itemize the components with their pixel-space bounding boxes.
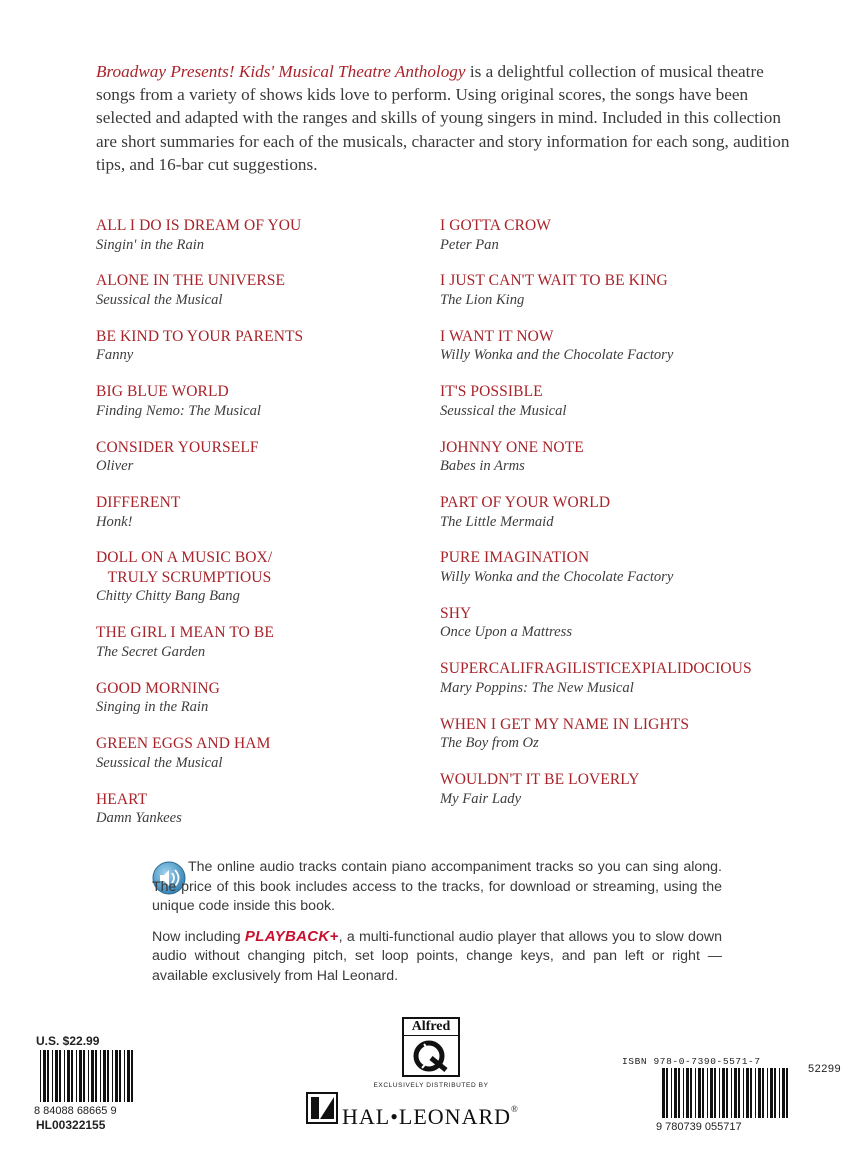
song-show: Babes in Arms [440,458,525,475]
song-show: Willy Wonka and the Chocolate Factory [440,568,674,585]
barcode-bar [59,1050,61,1102]
barcode-bar [746,1068,749,1118]
song-entry [96,216,436,255]
song-show: The Boy from Oz [440,735,539,752]
song-show: Oliver [96,458,134,475]
song-title: SUPERCALIFRAGILISTICEXPIALIDOCIOUS [440,660,752,678]
hal-leonard-name [342,1104,519,1130]
song-entry [96,734,436,773]
intro-paragraph [96,60,796,176]
barcode-bar [722,1068,725,1118]
barcode-bar [40,1050,41,1102]
isbn-label: ISBN 978-0-7390-5571-7 [622,1056,761,1067]
item-code: HL00322155 [36,1118,106,1132]
song-show: Singin' in the Rain [96,236,205,253]
barcode-bar [95,1050,97,1102]
song-title: SHY [440,604,472,622]
song-title: IT'S POSSIBLE [440,383,543,401]
song-entry [96,271,436,310]
song-entry [440,770,780,809]
song-show: Fanny [96,347,134,364]
playback-description [152,927,722,987]
song-entry [440,659,780,698]
barcode-bar [662,1068,665,1118]
barcode-bar [707,1068,708,1118]
song-show: The Little Mermaid [440,513,554,530]
barcode-bar [734,1068,737,1118]
song-entry [440,438,780,477]
song-show: Once Upon a Mattress [440,624,572,641]
song-show: Honk! [96,513,133,530]
song-title: JOHNNY ONE NOTE [440,438,584,456]
barcode-bar [702,1068,704,1118]
song-show: Finding Nemo: The Musical [96,402,261,419]
song-show: Chitty Chitty Bang Bang [96,588,240,605]
song-show: Peter Pan [440,236,499,253]
barcode-bar [83,1050,85,1102]
song-show: The Secret Garden [96,643,206,660]
song-title: BE KIND TO YOUR PARENTS [96,327,304,345]
barcode-digits: 9 780739 055717 [656,1121,742,1132]
audio-info [152,858,722,987]
barcode-bar [779,1068,780,1118]
song-list [96,216,796,836]
song-title: ALONE IN THE UNIVERSE [96,272,286,290]
barcode-bar [67,1050,70,1102]
barcode-bar [666,1068,668,1118]
barcode-bar [714,1068,716,1118]
song-entry [440,715,780,754]
song-entry [96,382,436,421]
barcode-bar [88,1050,89,1102]
song-entry [440,327,780,366]
song-title: DIFFERENT [96,494,181,511]
song-entry [96,790,436,829]
alfred-logo-name: Alfred [404,1019,458,1036]
playback-prefix: Now including [152,928,245,945]
barcode-bar [695,1068,696,1118]
playback-suffix: , a multi-functional audio player that allows you to slow down audio without changing pitch, set loop points, change keys, and pan left or right — available exclusively from Hal Leonard. [152,928,722,984]
song-title: BIG BLUE WORLD [96,383,229,401]
song-title: GREEN EGGS AND HAM [96,735,271,753]
barcode-bar [47,1050,49,1102]
barcode-bar [678,1068,680,1118]
song-entry [96,679,436,718]
song-entry [96,548,436,607]
audio-description: The online audio tracks contain piano accompaniment tracks so you can sing along. The price of this book includes access to the tracks, for download or streaming, using the unique code inside this book. [152,859,722,915]
song-title: DOLL ON A MUSIC BOX/ TRULY SCRUMPTIOUS [96,549,273,586]
barcode-bar [91,1050,94,1102]
song-entry [440,493,780,532]
barcode-bar [119,1050,121,1102]
song-show: Seussical the Musical [440,402,567,419]
song-show: Willy Wonka and the Chocolate Factory [440,347,674,364]
song-title: WHEN I GET MY NAME IN LIGHTS [440,715,690,733]
barcode-bar [55,1050,58,1102]
barcode-bar [770,1068,773,1118]
song-show: Seussical the Musical [96,291,223,308]
song-title: CONSIDER YOURSELF [96,438,259,456]
song-entry [96,438,436,477]
barcode-bar [690,1068,692,1118]
song-show: Mary Poppins: The New Musical [440,679,634,696]
barcode-bar [686,1068,689,1118]
registered-mark: ® [511,1104,519,1114]
song-entry [440,271,780,310]
barcode-bar [719,1068,720,1118]
song-show: Seussical the Musical [96,754,223,771]
isbn-barcode [654,1068,854,1132]
barcode-bar [762,1068,764,1118]
barcode-bar [43,1050,46,1102]
song-entry [96,493,436,532]
song-title: PART OF YOUR WORLD [440,494,611,511]
song-show: My Fair Lady [440,790,522,807]
song-show: The Lion King [440,291,525,308]
barcode-bar [124,1050,125,1102]
song-title: THE GIRL I MEAN TO BE [96,624,274,642]
song-entry [440,216,780,255]
song-title: GOOD MORNING [96,679,220,697]
song-show: Singing in the Rain [96,699,209,716]
barcode-bar [755,1068,756,1118]
song-entry [96,327,436,366]
barcode-bar [743,1068,744,1118]
barcode-bar [131,1050,133,1102]
barcode-bar [107,1050,109,1102]
song-entry [440,604,780,643]
barcode-bar [671,1068,672,1118]
barcode-bar [710,1068,713,1118]
barcode-bar [786,1068,788,1118]
barcode-bar [698,1068,701,1118]
barcode-bar [71,1050,73,1102]
song-show: Damn Yankees [96,810,182,826]
upc-barcode [32,1050,136,1116]
song-title: WOULDN'T IT BE LOVERLY [440,771,640,788]
barcode-bar [767,1068,768,1118]
barcode-bar [79,1050,82,1102]
hal-leonard-logo-mark [306,1090,340,1126]
barcode-bar [112,1050,113,1102]
barcode-bar [64,1050,65,1102]
barcode-bar [774,1068,776,1118]
song-title: ALL I DO IS DREAM OF YOU [96,217,302,234]
barcode-bar [738,1068,740,1118]
song-entry [440,382,780,421]
song-entry [440,548,780,587]
price-label: U.S. $22.99 [36,1034,100,1048]
barcode-bar [726,1068,728,1118]
song-title: PURE IMAGINATION [440,549,590,567]
song-title: I GOTTA CROW [440,217,552,234]
barcode-bar [103,1050,106,1102]
song-title: HEART [96,790,148,808]
song-title: I JUST CAN'T WAIT TO BE KING [440,272,668,290]
barcode-bar [782,1068,785,1118]
barcode-bar [758,1068,761,1118]
alfred-logo [402,1017,460,1077]
song-entry [96,623,436,662]
alfred-logo-mark [404,1036,458,1076]
song-title: I WANT IT NOW [440,327,554,345]
book-title: Broadway Presents! Kids' Musical Theatre Anthology [96,62,466,81]
hal-leonard-wordmark: HAL•LEONARD [342,1104,512,1129]
barcode-bar [100,1050,101,1102]
barcode-digits: 8 84088 68665 9 [34,1105,117,1116]
barcode-bar [731,1068,732,1118]
barcode-bar [674,1068,677,1118]
playback-plus-logo: PLAYBACK+ [244,927,339,945]
barcode-bar [127,1050,130,1102]
intro-body: is a delightful collection of musical theatre songs from a variety of shows kids love to perform. Using original scores, the songs have been selected and adapted with the ranges and skills of young singers in mind. Included in this collection are short summaries for each of the musicals, character and story information for each song, audition tips, and 16-bar cut suggestions. [96,62,790,174]
price-code: 52299 [808,1063,842,1075]
barcode-bar [52,1050,53,1102]
barcode-bar [76,1050,77,1102]
distributed-by-label: EXCLUSIVELY DISTRIBUTED BY [373,1082,489,1089]
barcode-bar [683,1068,684,1118]
barcode-bar [750,1068,752,1118]
barcode-bar [115,1050,118,1102]
